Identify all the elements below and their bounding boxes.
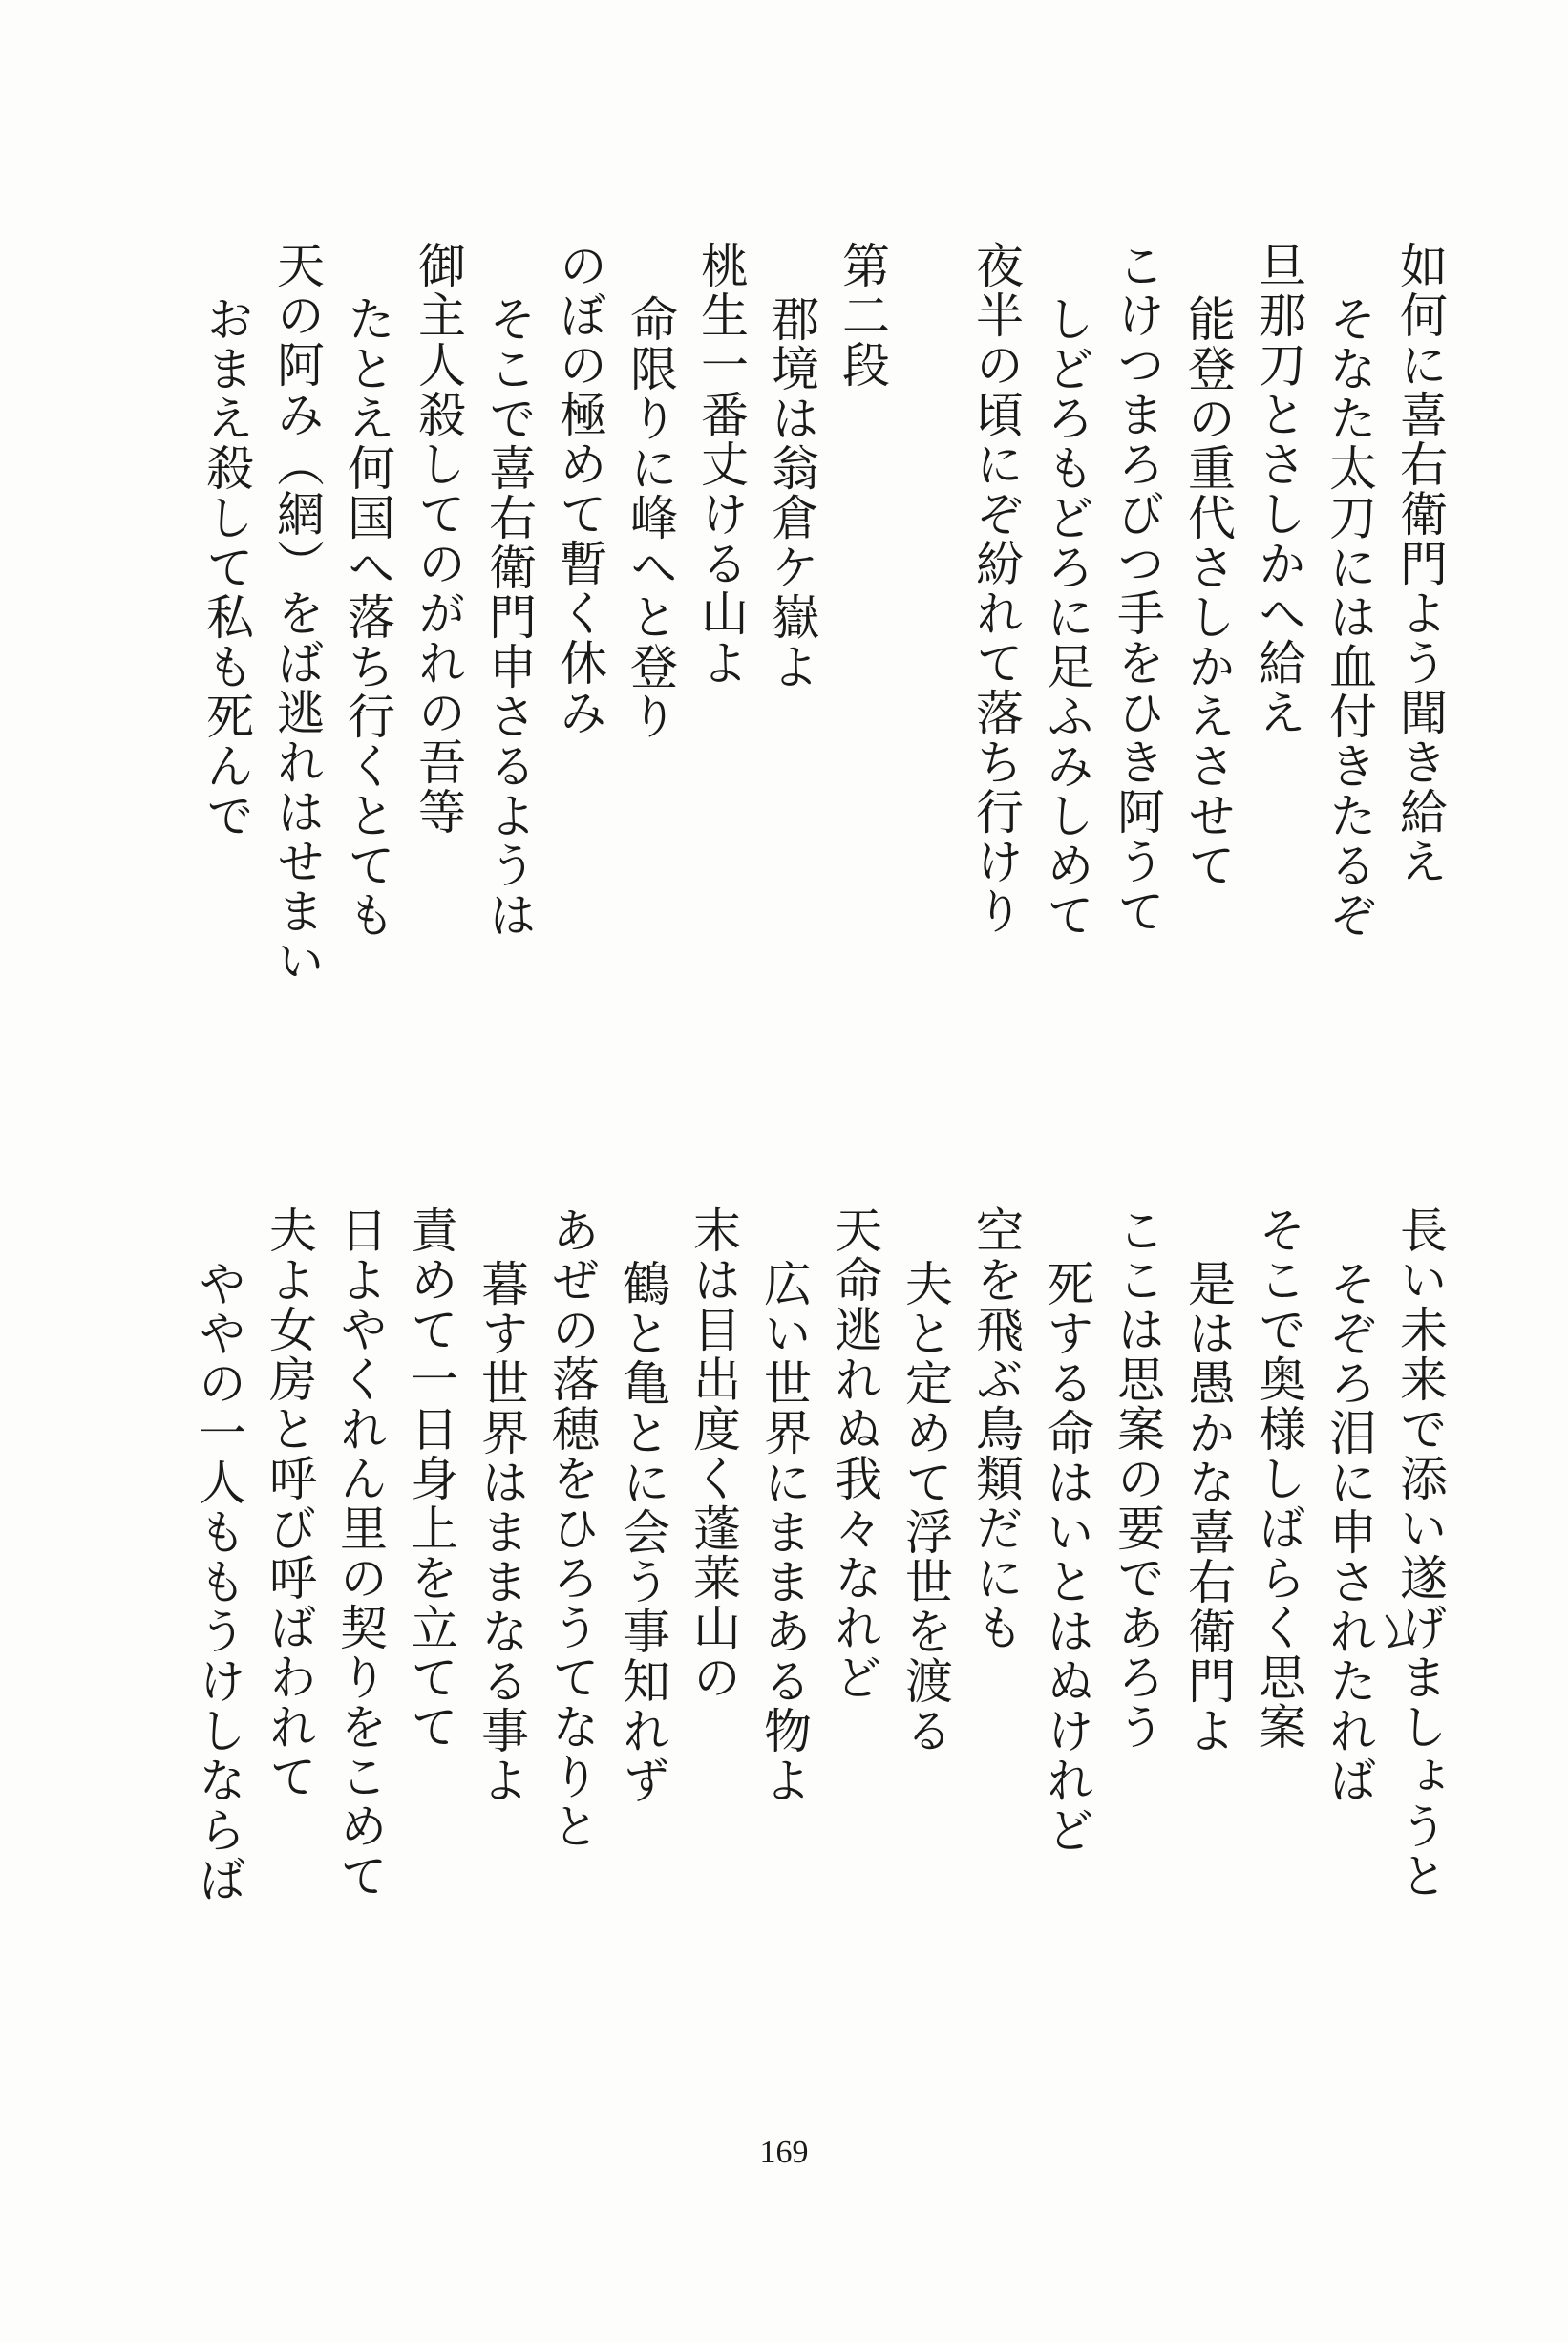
verse-line: あぜの落穂をひろうてなりと [544,1205,600,1851]
verse-line: のぼの極めて暫く休み [552,241,607,737]
verse-line: 旦那刀とさしかへ給え [1251,241,1306,737]
verse-line: 天の阿み（網）をば逃れはせまい [269,241,325,986]
page-number: 169 [759,2135,809,2170]
verse-line: ここは思案の要であろう [1110,1205,1165,1752]
verse-line: 広い世界にままある物よ [756,1259,812,1805]
verse-line: 暮す世界はままなる事よ [474,1259,529,1805]
verse-line: そなた太刀には血付きたるぞ [1322,294,1377,940]
verse-line: そこで奥様しばらく思案 [1251,1205,1306,1752]
pen-mark-icon [1383,1612,1417,1650]
verse-line: 夫と定めて浮世を渡る [898,1259,953,1756]
verse-line: たとえ何国へ落ち行くとても [340,294,395,940]
verse-line: 能登の重代さしかえさせて [1180,294,1236,890]
verse-line: 鶴と亀とに会う事知れず [615,1259,670,1805]
verse-line: 死する命はいとはぬけれど [1039,1259,1094,1855]
verse-line: 命限りに峰へと登り [623,294,678,741]
verse-line: 空を飛ぶ鳥類だにも [968,1205,1024,1652]
section-heading: 第二段 [835,241,890,390]
verse-line: 郡境は翁倉ケ嶽よ [764,294,819,692]
verse-line: しどろもどろに足ふみしめて [1039,294,1094,940]
verse-line: 夜半の頃にぞ紛れて落ち行けり [968,241,1024,936]
verse-line: ややの一人ももうけしならば [191,1259,246,1905]
verse-line: 夫よ女房と呼び呼ばわれて [262,1205,317,1801]
verse-line: そぞろ泪に申されたれば [1322,1259,1377,1805]
verse-line: 是は愚かな喜右衛門よ [1180,1259,1236,1756]
verse-line: 如何に喜右衛門よう聞き給え [1392,241,1448,886]
verse-line: おまえ殺して私も死んで [199,294,254,841]
lower-verse-block [172,1205,1448,1905]
verse-line: 日よやくれん里の契りをこめて [332,1205,388,1901]
verse-line: こけつまろびつ手をひき阿うて [1110,241,1165,936]
verse-line: 責めて一日身上を立てて [403,1205,458,1752]
verse-line: 御主人殺してのがれの吾等 [411,241,466,837]
verse-line: 桃生一番丈ける山よ [693,241,749,688]
verse-line: 天命逃れぬ我々なれど [827,1205,882,1702]
verse-line: そこで喜右衛門申さるようは [481,294,537,940]
verse-line: 長い未来で添い遂げましょうと [1392,1205,1448,1901]
verse-line: 末は目出度く蓬莱山の [686,1205,741,1702]
upper-verse-block [180,241,1448,986]
